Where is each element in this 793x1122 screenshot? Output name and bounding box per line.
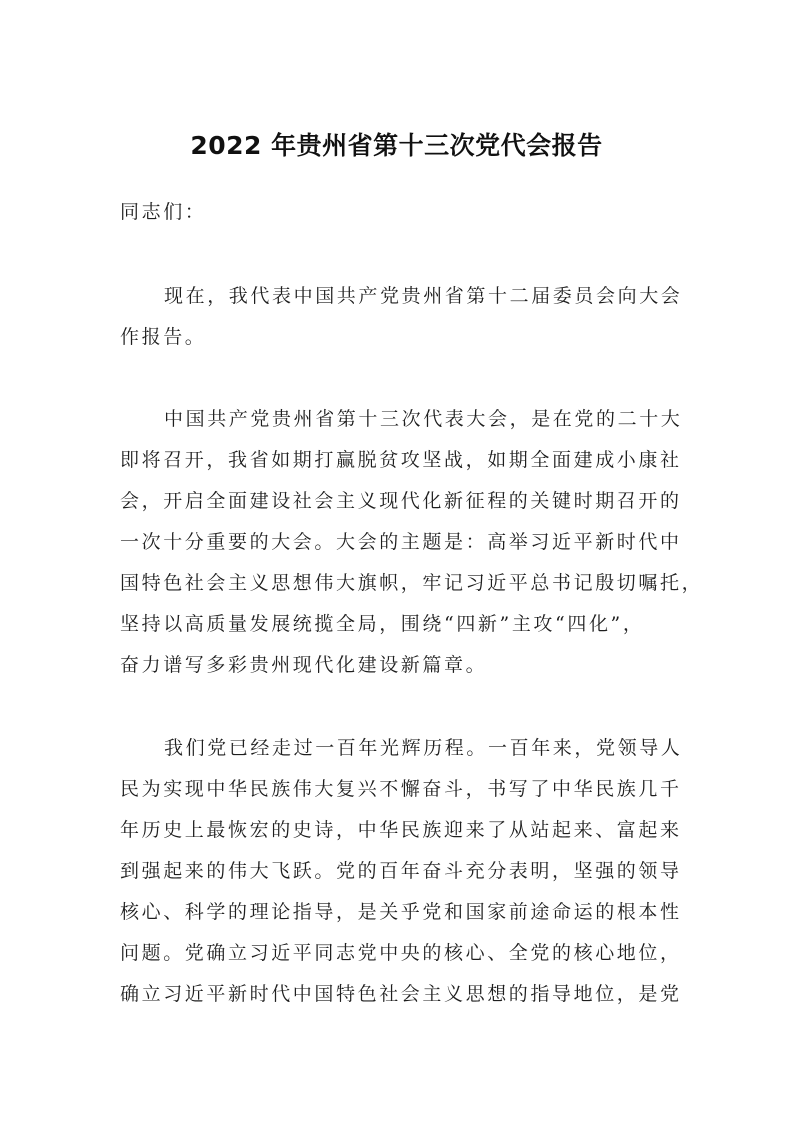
paragraph-line: 现在，我代表中国共产党贵州省第十二届委员会向大会 [164, 285, 683, 307]
paragraph-line: 民为实现中华民族伟大复兴不懈奋斗，书写了中华民族几千 [120, 778, 682, 800]
paragraph-line: 奋力谱写多彩贵州现代化建设新篇章。 [120, 654, 488, 676]
paragraph-line: 我们党已经走过一百年光辉历程。一百年来，党领导人 [164, 737, 683, 759]
paragraph-line: 年历史上最恢宏的史诗，中华民族迎来了从站起来、富起来 [120, 819, 682, 841]
paragraph-line: 一次十分重要的大会。大会的主题是：高举习近平新时代中 [120, 531, 682, 553]
paragraph-line: 国特色社会主义思想伟大旗帜，牢记习近平总书记殷切嘱托， [120, 572, 704, 594]
paragraph-line: 作报告。 [120, 326, 207, 348]
paragraph-line: 坚持以高质量发展统揽全局，围绕“四新”主攻“四化”， [120, 613, 645, 635]
salutation: 同志们： [120, 201, 207, 223]
paragraph-line: 确立习近平新时代中国特色社会主义思想的指导地位，是党 [120, 983, 682, 1005]
paragraph-line: 会，开启全面建设社会主义现代化新征程的关键时期召开的 [120, 490, 682, 512]
document-title: 2022 年贵州省第十三次党代会报告 [190, 131, 603, 160]
paragraph-line: 中国共产党贵州省第十三次代表大会，是在党的二十大 [164, 408, 683, 430]
paragraph-line: 问题。党确立习近平同志党中央的核心、全党的核心地位， [120, 942, 682, 964]
paragraph-line: 到强起来的伟大飞跃。党的百年奋斗充分表明，坚强的领导 [120, 860, 682, 882]
paragraph-line: 即将召开，我省如期打赢脱贫攻坚战，如期全面建成小康社 [120, 449, 682, 471]
paragraph-line: 核心、科学的理论指导，是关乎党和国家前途命运的根本性 [120, 901, 682, 923]
